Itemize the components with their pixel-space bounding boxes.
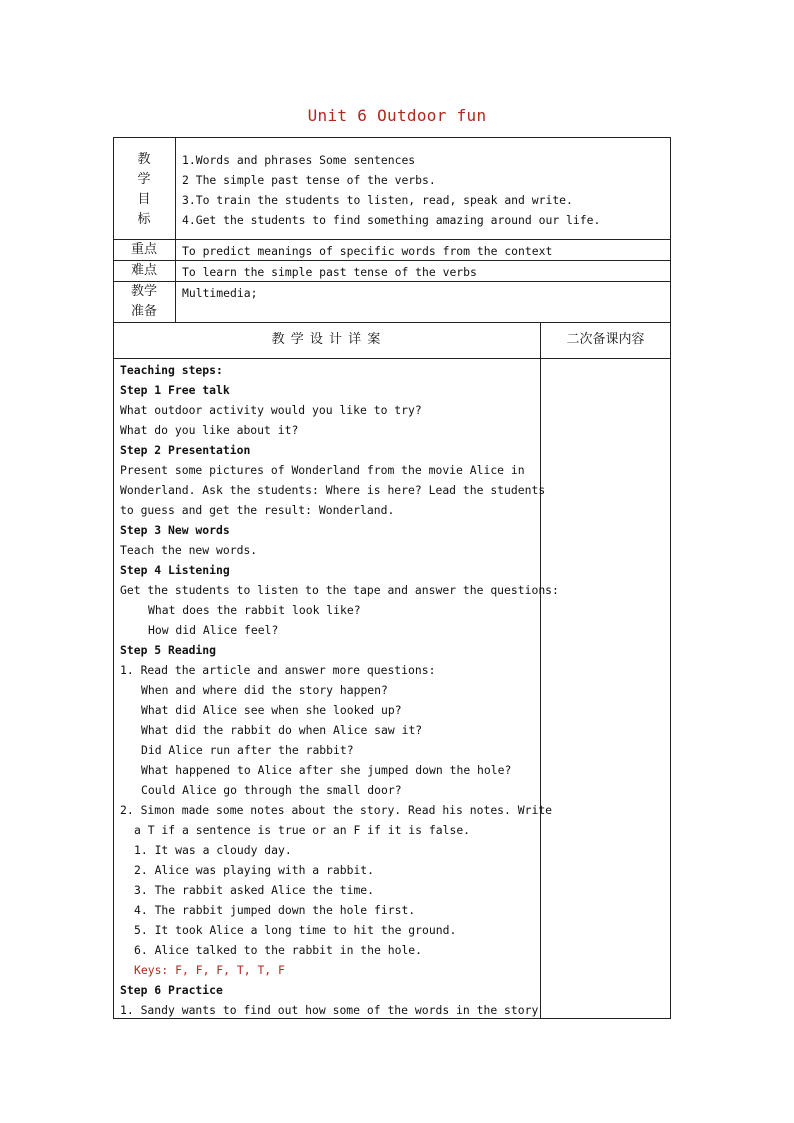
step-line: What does the rabbit look like? [148, 603, 361, 617]
step-title: Step 6 Practice [120, 983, 223, 997]
objective-item: 4.Get the students to find something amazing around our life. [182, 213, 601, 227]
label-column-divider [175, 137, 176, 322]
step-title: Step 2 Presentation [120, 443, 251, 457]
objectives-label: 教 学 目 标 [137, 152, 151, 227]
objective-item: 1.Words and phrases Some sentences [182, 153, 416, 167]
step-title: Step 4 Listening [120, 563, 230, 577]
reading-question: When and where did the story happen? [141, 683, 388, 697]
steps-heading: Teaching steps: [120, 363, 223, 377]
reading-question: What happened to Alice after she jumped down the hole? [141, 763, 512, 777]
step-title: Step 3 New words [120, 523, 230, 537]
step-line: 1. Read the article and answer more questions: [120, 663, 436, 677]
row-divider [113, 358, 671, 359]
step-line: Get the students to listen to the tape and answer the questions: [120, 583, 559, 597]
true-false-statement: 5. It took Alice a long time to hit the ground. [134, 923, 457, 937]
reading-question: What did Alice see when she looked up? [141, 703, 402, 717]
objective-item: 3.To train the students to listen, read, speak and write. [182, 193, 573, 207]
step-line: What do you like about it? [120, 423, 299, 437]
row-divider [113, 239, 671, 240]
step-line: to guess and get the result: Wonderland. [120, 503, 395, 517]
step-line: Wonderland. Ask the students: Where is here? Lead the students [120, 483, 546, 497]
difficult-point-text: To learn the simple past tense of the verbs [182, 265, 477, 279]
preparation-label: 教学 准备 [130, 284, 157, 319]
reading-question: Did Alice run after the rabbit? [141, 743, 354, 757]
step-line: Teach the new words. [120, 543, 258, 557]
true-false-statement: 1. It was a cloudy day. [134, 843, 292, 857]
notes-column-divider [540, 322, 541, 1019]
notes-header: 二次备课内容 [566, 332, 645, 347]
page-title: Unit 6 Outdoor fun [307, 106, 487, 125]
row-divider [113, 322, 671, 323]
true-false-statement: 4. The rabbit jumped down the hole first. [134, 903, 416, 917]
true-false-statement: 2. Alice was playing with a rabbit. [134, 863, 375, 877]
step-line: What outdoor activity would you like to try? [120, 403, 422, 417]
reading-question: Could Alice go through the small door? [141, 783, 402, 797]
true-false-statement: 6. Alice talked to the rabbit in the hole. [134, 943, 423, 957]
step-line: 2. Simon made some notes about the story. Read his notes. Write [120, 803, 553, 817]
step-line: 1. Sandy wants to find out how some of the words in the story [120, 1003, 539, 1017]
design-header: 教 学 设 计 详 案 [271, 332, 382, 347]
step-line: How did Alice feel? [148, 623, 279, 637]
true-false-statement: 3. The rabbit asked Alice the time. [134, 883, 375, 897]
objective-item: 2 The simple past tense of the verbs. [182, 173, 436, 187]
step-line: Present some pictures of Wonderland from the movie Alice in [120, 463, 525, 477]
step-line: a T if a sentence is true or an F if it is false. [134, 823, 471, 837]
difficult-point-label: 难点 [130, 263, 157, 278]
step-title: Step 5 Reading [120, 643, 217, 657]
answer-keys: Keys: F, F, F, T, T, F [134, 963, 285, 977]
reading-question: What did the rabbit do when Alice saw it? [141, 723, 423, 737]
key-point-text: To predict meanings of specific words from the context [182, 244, 553, 258]
step-title: Step 1 Free talk [120, 383, 230, 397]
preparation-text: Multimedia; [182, 286, 258, 300]
key-point-label: 重点 [130, 242, 157, 257]
